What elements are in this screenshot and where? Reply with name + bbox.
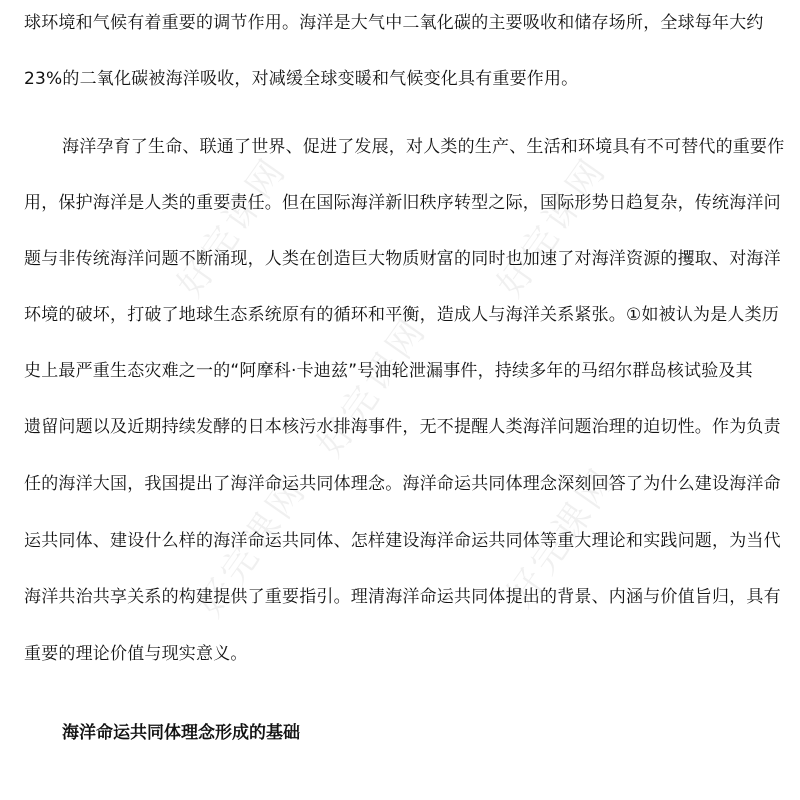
paragraph-line: 题与非传统海洋问题不断涌现，人类在创造巨大物质财富的同时也加速了对海洋资源的攫取、对海洋 xyxy=(24,249,781,269)
paragraph-line: 环境的破坏，打破了地球生态系统原有的循环和平衡，造成人与海洋关系紧张。①如被认为是人类历 xyxy=(24,305,780,325)
paragraph-line: 运共同体、建设什么样的海洋命运共同体、怎样建设海洋命运共同体等重大理论和实践问题，为当代 xyxy=(24,531,781,551)
watermark: 好完课网 xyxy=(489,149,616,305)
watermark: 好完课网 xyxy=(309,309,436,465)
paragraph-line: 球环境和气候有着重要的调节作用。海洋是大气中二氧化碳的主要吸收和储存场所，全球每年大约 xyxy=(24,13,764,33)
paragraph-line: 遗留问题以及近期持续发酵的日本核污水排海事件，无不提醒人类海洋问题治理的迫切性。作为负责 xyxy=(24,417,781,437)
section-heading: 海洋命运共同体理念形成的基础 xyxy=(62,723,300,743)
watermark: 好完课网 xyxy=(169,149,296,305)
paragraph-line: 23%的二氧化碳被海洋吸收，对减缓全球变暖和气候变化具有重要作用。 xyxy=(24,69,579,89)
paragraph-line: 海洋孕育了生命、联通了世界、促进了发展，对人类的生产、生活和环境具有不可替代的重要作 xyxy=(62,137,785,157)
watermark: 好完课网 xyxy=(499,459,626,615)
watermark: 好完课网 xyxy=(189,469,316,625)
paragraph-line: 用，保护海洋是人类的重要责任。但在国际海洋新旧秩序转型之际，国际形势日趋复杂，传统海洋问 xyxy=(24,193,781,213)
paragraph-line: 海洋共治共享关系的构建提供了重要指引。理清海洋命运共同体提出的背景、内涵与价值旨归，具有 xyxy=(24,587,781,607)
paragraph-line: 史上最严重生态灾难之一的“阿摩科·卡迪兹”号油轮泄漏事件，持续多年的马绍尔群岛核试验及其 xyxy=(24,361,753,381)
paragraph-line: 重要的理论价值与现实意义。 xyxy=(24,644,248,664)
paragraph-line: 任的海洋大国，我国提出了海洋命运共同体理念。海洋命运共同体理念深刻回答了为什么建设海洋命 xyxy=(24,474,781,494)
